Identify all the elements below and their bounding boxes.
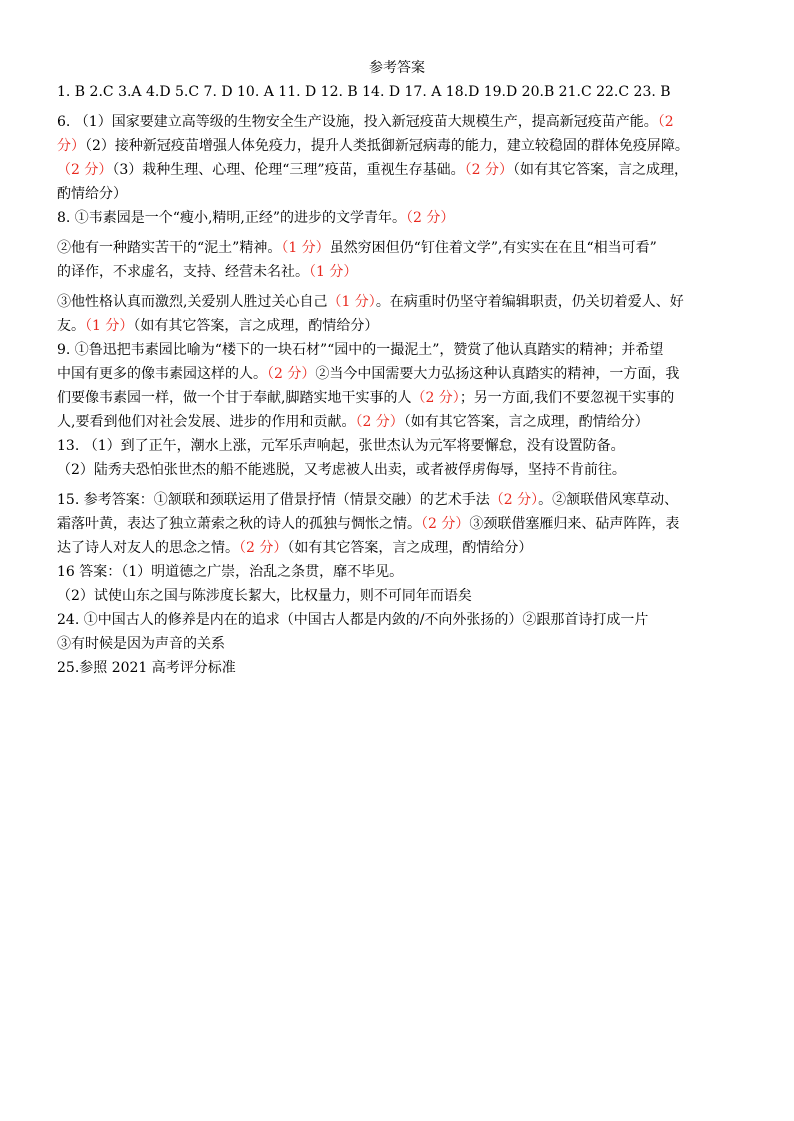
mc-answers-line: 1. B 2.C 3.A 4.D 5.C 7. D 10. A 11. D 12. B 14. D 17. A 18.D 19.D 20.B 21.C 22.C 23. B <box>57 84 671 100</box>
q6-text: 酌情给分） <box>57 186 127 202</box>
q8-text: 的译作，不求虚名，支持、经营未名社。 <box>57 264 309 280</box>
score-label: （2 分） <box>411 390 460 406</box>
q6-text: （3）栽种生理、心理、伦理“三理”疫苗，重视生存基础。 <box>112 162 465 178</box>
q8-line-2 <box>57 236 740 260</box>
score-label: 分） <box>57 138 85 154</box>
score-label: （1 分） <box>327 294 376 310</box>
q6-line-1 <box>57 110 740 134</box>
question-8-block <box>57 206 740 338</box>
score-label: （2 分） <box>464 162 513 178</box>
q6-line-3 <box>57 158 740 182</box>
score-label: （1 分） <box>309 264 358 280</box>
q8-text: 友。 <box>57 318 85 334</box>
q9-text: ②当今中国需要大力弘扬这种认真踏实的精神，一方面，我 <box>315 366 680 382</box>
score-label: （2 分） <box>421 516 470 532</box>
q8-line-4 <box>57 290 740 314</box>
q9-line-3 <box>57 386 740 410</box>
q15-text: （如有其它答案，言之成理，酌情给分） <box>287 540 533 556</box>
q8-text: 虽然穷困但仍“钉住着文学”,有实实在在且“相当可看” <box>329 240 657 256</box>
score-label: （2 分） <box>406 210 455 226</box>
q8-text: 8. ①韦素园是一个“瘦小,精明,正经”的进步的文学青年。 <box>57 210 407 226</box>
q6-text: （2）接种新冠疫苗增强人体免疫力，提升人类抵御新冠病毒的能力，建立较稳固的群体免疫屏障。 <box>85 138 689 154</box>
question-24-block <box>57 608 740 656</box>
question-15-block <box>57 488 740 560</box>
q6-line-2 <box>57 134 740 158</box>
score-label: （2 分） <box>355 414 404 430</box>
q8-text: （如有其它答案，言之成理，酌情给分） <box>133 318 379 334</box>
page-title: 参考答案 <box>369 60 425 76</box>
q15-line-1 <box>57 488 740 512</box>
question-13-block <box>57 434 740 482</box>
score-label: （1 分） <box>281 240 330 256</box>
q9-text: 们要像韦素园一样，做一个甘于奉献,脚踏实地干实事的人 <box>57 390 412 406</box>
q6-line-4 <box>57 182 740 206</box>
q15-text: 霜落叶黄，表达了独立萧索之秋的诗人的孤独与惆怅之情。 <box>57 516 421 532</box>
q9-text: ；另一方面,我们不要忽视干实事的 <box>459 390 675 406</box>
q13-line-2: （2）陆秀夫恐怕张世杰的船不能逃脱，又考虑被人出卖，或者被俘虏侮辱，坚持不肯前往。 <box>57 462 626 478</box>
q9-line-1 <box>57 338 740 362</box>
question-6-block <box>57 110 740 206</box>
score-label: （2 <box>657 114 674 130</box>
q9-line-2 <box>57 362 740 386</box>
score-label: （1 分） <box>85 318 134 334</box>
q6-text: 6. （1）国家要建立高等级的生物安全生产设施，投入新冠疫苗大规模生产，提高新冠疫苗产能。 <box>57 114 658 130</box>
q15-text: 15. 参考答案：①颔联和颈联运用了借景抒情（情景交融）的艺术手法 <box>57 492 490 508</box>
q13-line-1: 13. （1）到了正午，潮水上涨，元军乐声响起，张世杰认为元军将要懈怠，没有设置防备。 <box>57 438 625 454</box>
q9-line-4 <box>57 410 740 434</box>
q8-text: 。在病重时仍坚守着编辑职责，仍关切着爱人、好 <box>375 294 684 310</box>
q25-line-1: 25.参照 2021 高考评分标准 <box>57 660 236 676</box>
q8-line-3 <box>57 260 740 284</box>
q15-line-3 <box>57 536 740 560</box>
q15-text: ③颈联借塞雁归来、砧声阵阵，表 <box>469 516 680 532</box>
score-label: （2 分） <box>267 366 316 382</box>
q8-text: ②他有一种踏实苦干的“泥土”精神。 <box>57 240 282 256</box>
q9-text: 9. ①鲁迅把韦素园比喻为“楼下的一块石材”“园中的一撮泥土”，赞赏了他认真踏实的精神；并希望 <box>57 342 664 358</box>
q15-text: 。②颔联借风寒草动、 <box>538 492 679 508</box>
q9-text: 中国有更多的像韦素园这样的人。 <box>57 366 267 382</box>
question-9-block <box>57 338 740 434</box>
q6-text: （如有其它答案，言之成理， <box>512 162 688 178</box>
q8-text: ③他性格认真而激烈,关爱别人胜过关心自己 <box>57 294 328 310</box>
question-16-block <box>57 560 740 608</box>
q9-text: 人,要看到他们对社会发展、进步的作用和贡献。 <box>57 414 356 430</box>
score-label: （2 分） <box>239 540 288 556</box>
q15-line-2 <box>57 512 740 536</box>
q15-text: 达了诗人对友人的思念之情。 <box>57 540 239 556</box>
answer-content <box>57 80 740 680</box>
q16-line-2: （2）试使山东之国与陈涉度长絜大，比权量力，则不可同年而语矣 <box>57 588 472 604</box>
question-25-block <box>57 656 740 680</box>
q24-line-2: ③有时候是因为声音的关系 <box>57 636 225 652</box>
q16-line-1: 16 答案：（1）明道德之广崇，治乱之条贯，靡不毕见。 <box>57 564 404 580</box>
q24-line-1: 24. ①中国古人的修养是内在的追求（中国古人都是内敛的/不向外张扬的）②跟那首诗打成一片 <box>57 612 649 628</box>
score-label: （2 分） <box>489 492 539 508</box>
q9-text: （如有其它答案，言之成理，酌情给分） <box>403 414 649 430</box>
q8-line-5 <box>57 314 740 338</box>
score-label: （2 分） <box>57 162 113 178</box>
q8-line-1 <box>57 206 740 230</box>
